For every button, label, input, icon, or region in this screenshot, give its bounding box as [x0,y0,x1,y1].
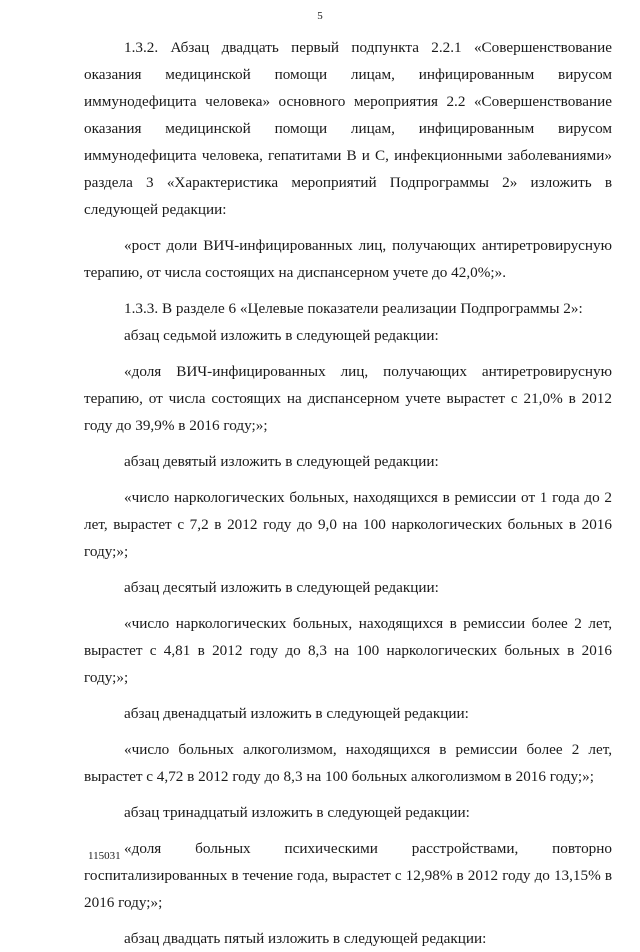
quote-alcoholism-remission: «число больных алкоголизмом, находящихся в ремиссии более 2 лет, вырастет с 4,72 в 2012 году до 8,3 на 100 больных алкоголизмом в 2016 году;»; [84,741,612,785]
quote-remission-1-2-years: «число наркологических больных, находящихся в ремиссии от 1 года до 2 лет, вырастет с 7,2 в 2012 году до 9,0 на 100 наркологических больных в 2016 году;»; [84,489,612,560]
instruction-ninth-paragraph: абзац девятый изложить в следующей редакции: [124,453,439,470]
quote-hiv-therapy-share: «доля ВИЧ-инфицированных лиц, получающих антиретровирусную терапию, от числа состоящих на диспансерном учете вырастет с 21,0% в 2012 году до 39,9% в 2016 году;»; [84,363,612,434]
document-code: 115031 [88,850,121,862]
instruction-seventh-paragraph: абзац седьмой изложить в следующей редакции: [124,327,439,344]
paragraph-1-3-2: 1.3.2. Абзац двадцать первый подпункта 2.2.1 «Совершенствование оказания медицинской помощи лицам, инфицированным вирусом иммунодефицита человека» основного мероприятия 2.2 «Совершенствование оказания медицинской помощи лицам, инфицированным вирусом иммунодефицита человека, гепатитами В и С, инфекционными заболеваниями» раздела 3 «Характеристика мероприятий Подпрограммы 2» изложить в следующей редакции: [84,39,612,218]
instruction-twelfth-paragraph: абзац двенадцатый изложить в следующей редакции: [124,705,469,722]
instruction-tenth-paragraph: абзац десятый изложить в следующей редакции: [124,579,439,596]
document-body [84,34,612,952]
paragraph-1-3-3: 1.3.3. В разделе 6 «Целевые показатели реализации Подпрограммы 2»: [124,300,583,317]
quote-remission-over-2-years: «число наркологических больных, находящихся в ремиссии более 2 лет, вырастет с 4,81 в 2012 году до 8,3 на 100 наркологических больных в 2016 году;»; [84,615,612,686]
page-number: 5 [317,10,323,22]
quote-hiv-therapy-rate: «рост доли ВИЧ-инфицированных лиц, получающих антиретровирусную терапию, от числа состоящих на диспансерном учете до 42,0%;». [84,237,612,281]
instruction-thirteenth-paragraph: абзац тринадцатый изложить в следующей редакции: [124,804,470,821]
quote-psychiatric-rehospitalization: «доля больных психическими расстройствами, повторно госпитализированных в течение года, вырастет с 12,98% в 2012 году до 13,15% в 2016 году;»; [84,840,612,911]
instruction-twenty-fifth-paragraph: абзац двадцать пятый изложить в следующей редакции: [124,930,487,947]
